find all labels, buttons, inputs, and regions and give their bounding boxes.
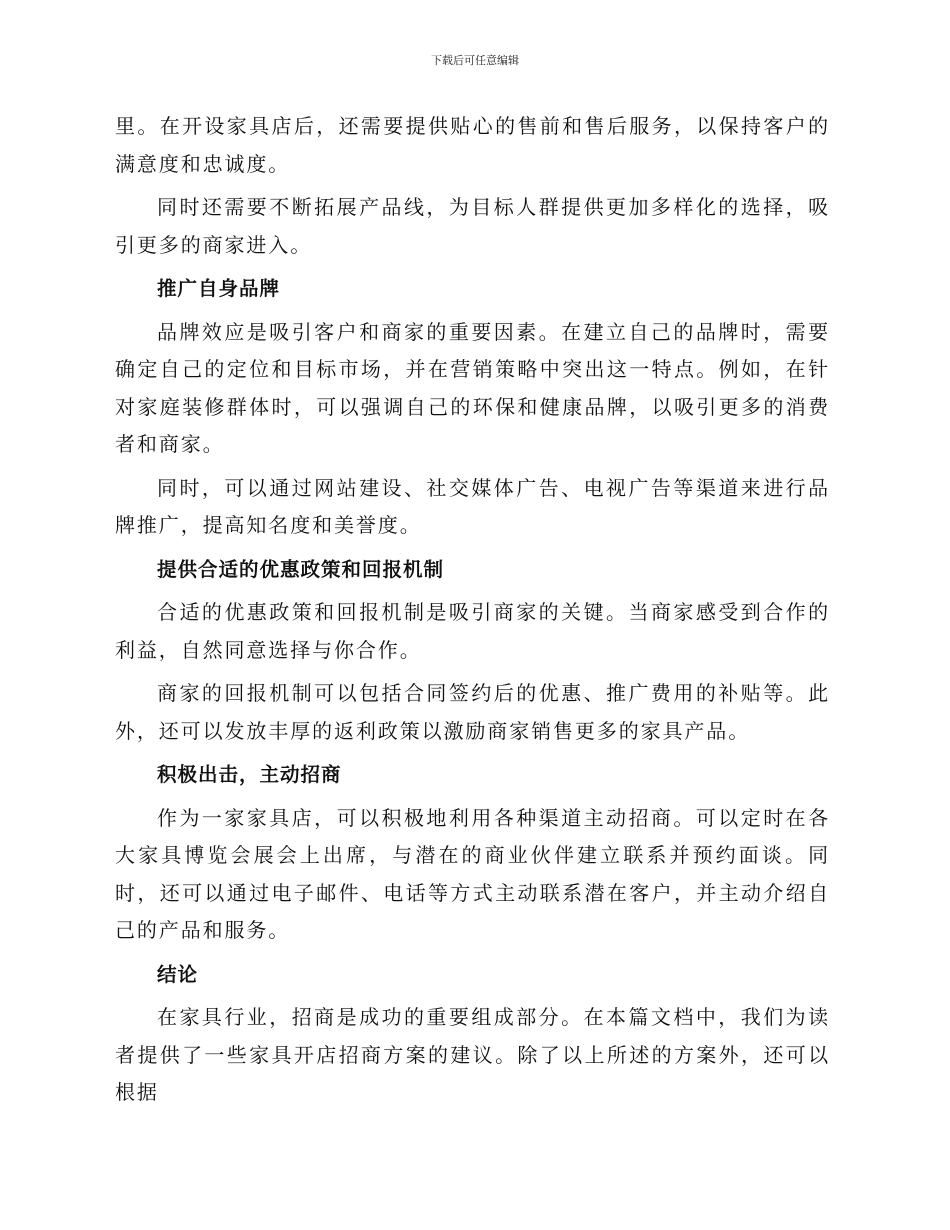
paragraph-active-recruitment: 作为一家家具店，可以积极地利用各种渠道主动招商。可以定时在各大家具博览会展会上出席，与潜在的商业伙伴建立联系并预约面谈。同时，还可以通过电子邮件、电话等方式主动联系潜在客户，并主动介绍自己的产品和服务。 bbox=[115, 805, 830, 942]
heading-incentive-policy: 提供合适的优惠政策和回报机制 bbox=[157, 557, 445, 581]
heading-active-recruitment: 积极出击，主动招商 bbox=[157, 763, 342, 786]
paragraph-reward-mechanism: 商家的回报机制可以包括合同签约后的优惠、推广费用的补贴等。此外，还可以发放丰厚的返利政策以激励商家销售更多的家具产品。 bbox=[115, 681, 830, 743]
paragraph-service-continuation: 里。在开设家具店后，还需要提供贴心的售前和售后服务，以保持客户的满意度和忠诚度。 bbox=[115, 114, 830, 176]
paragraph-incentive-key: 合适的优惠政策和回报机制是吸引商家的关键。当商家感受到合作的利益，自然同意选择与你合作。 bbox=[115, 600, 830, 662]
document-body bbox=[115, 108, 830, 1118]
page-header: 下载后可任意编辑 bbox=[431, 54, 519, 67]
heading-brand-promotion: 推广自身品牌 bbox=[157, 277, 281, 300]
paragraph-product-line: 同时还需要不断拓展产品线，为目标人群提供更加多样化的选择，吸引更多的商家进入。 bbox=[115, 195, 830, 257]
heading-conclusion: 结论 bbox=[157, 962, 199, 986]
paragraph-brand-effect: 品牌效应是吸引客户和商家的重要因素。在建立自己的品牌时，需要确定自己的定位和目标市场，并在营销策略中突出这一特点。例如，在针对家庭装修群体时，可以强调自己的环保和健康品牌，以吸引更多的消费者和商家。 bbox=[115, 319, 830, 456]
paragraph-conclusion: 在家具行业，招商是成功的重要组成部分。在本篇文档中，我们为读者提供了一些家具开店招商方案的建议。除了以上所述的方案外，还可以根据 bbox=[115, 1005, 830, 1104]
paragraph-brand-channels: 同时，可以通过网站建设、社交媒体广告、电视广告等渠道来进行品牌推广，提高知名度和美誉度。 bbox=[115, 475, 830, 537]
